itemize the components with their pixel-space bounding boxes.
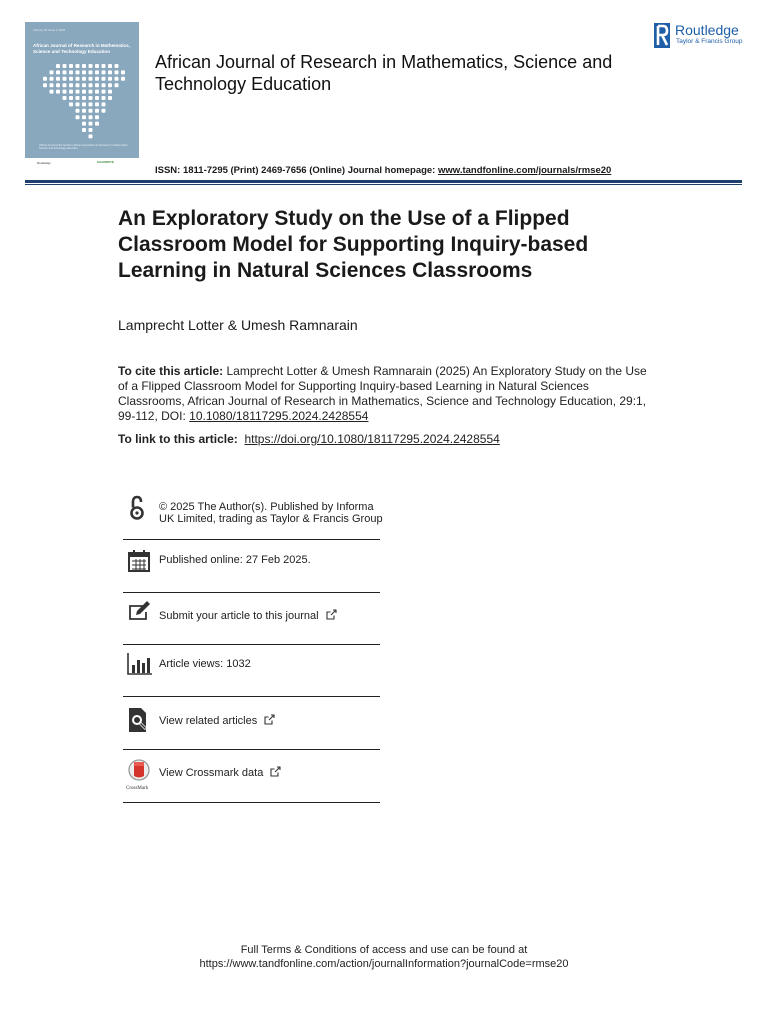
cover-publisher: Routledge	[37, 161, 51, 165]
map-dot	[82, 83, 86, 87]
map-dot	[69, 83, 73, 87]
issn-line	[155, 165, 611, 176]
map-dot	[76, 64, 80, 68]
related-link[interactable]	[159, 714, 275, 727]
journal-title: African Journal of Research in Mathematics, Science and Technology Education	[155, 52, 613, 94]
map-dot	[69, 70, 73, 74]
map-dot	[121, 70, 125, 74]
divider	[123, 644, 380, 645]
map-dot	[108, 77, 112, 81]
map-dot	[95, 122, 99, 126]
published-row	[123, 546, 380, 592]
crossmark-label: CrossMark	[126, 786, 149, 791]
citation-block	[118, 364, 658, 424]
map-dot	[50, 90, 54, 94]
map-dot	[69, 64, 73, 68]
map-dot	[102, 77, 106, 81]
map-dot	[95, 90, 99, 94]
article-link-line	[118, 432, 500, 446]
map-dot	[63, 83, 67, 87]
article-doi-link[interactable]: https://doi.org/10.1080/18117295.2024.2428554	[244, 432, 500, 446]
map-dot	[63, 90, 67, 94]
map-dot	[95, 115, 99, 119]
cite-label: To cite this article:	[118, 364, 224, 378]
map-dot	[121, 77, 125, 81]
map-dot	[89, 77, 93, 81]
cite-text: Lamprecht Lotter & Umesh Ramnarain (2025) An Exploratory Study on the Use of a Flipped Classroom Model for Supporting Inquiry-based Learning in Natural Sciences Classrooms, African Journal of Research in Mathematics, Science and Technology Education, 29:1, 99-112, DOI:	[118, 364, 647, 423]
article-authors: Lamprecht Lotter & Umesh Ramnarain	[118, 317, 358, 333]
map-dot	[108, 96, 112, 100]
published-date: Published online: 27 Feb 2025.	[159, 554, 311, 566]
cover-note: Official Journal of the Southern African Association for Research in Mathematics, Science and Technology Education	[39, 144, 129, 150]
map-dot	[56, 64, 60, 68]
map-dot	[76, 70, 80, 74]
map-dot	[95, 70, 99, 74]
publisher-subtitle: Taylor & Francis Group	[676, 38, 743, 45]
africa-dots-graphic	[39, 62, 129, 142]
header-rule	[25, 180, 742, 183]
map-dot	[95, 96, 99, 100]
submit-row[interactable]	[123, 598, 380, 644]
map-dot	[95, 83, 99, 87]
related-label: View related articles	[159, 715, 258, 727]
map-dot	[69, 96, 73, 100]
publisher-logo[interactable]	[653, 22, 748, 52]
open-access-icon	[125, 494, 153, 522]
map-dot	[89, 96, 93, 100]
cover-association: SAARMSTE	[97, 160, 114, 164]
map-dot	[102, 83, 106, 87]
map-dot	[95, 77, 99, 81]
map-dot	[108, 90, 112, 94]
map-dot	[56, 90, 60, 94]
map-dot	[89, 109, 93, 113]
map-dot	[115, 77, 119, 81]
map-dot	[89, 134, 93, 138]
related-row[interactable]	[123, 702, 380, 748]
map-dot	[108, 83, 112, 87]
map-dot	[69, 90, 73, 94]
submit-label: Submit your article to this journal	[159, 610, 319, 622]
map-dot	[56, 77, 60, 81]
map-dot	[95, 102, 99, 106]
header-rule-thin	[25, 184, 742, 185]
map-dot	[89, 64, 93, 68]
map-dot	[82, 115, 86, 119]
search-document-icon	[125, 706, 153, 734]
journal-homepage-link[interactable]: www.tandfonline.com/journals/rmse20	[438, 165, 612, 176]
divider	[123, 539, 380, 540]
map-dot	[56, 70, 60, 74]
map-dot	[102, 102, 106, 106]
external-link-icon	[264, 714, 275, 725]
map-dot	[63, 64, 67, 68]
map-dot	[102, 64, 106, 68]
map-dot	[82, 70, 86, 74]
map-dot	[56, 83, 60, 87]
map-dot	[63, 96, 67, 100]
crossmark-link[interactable]	[159, 766, 281, 779]
license-text: © 2025 The Author(s). Published by Informa UK Limited, trading as Taylor & Francis Group	[159, 501, 383, 525]
map-dot	[63, 77, 67, 81]
map-dot	[82, 64, 86, 68]
issn-label: ISSN: 1811-7295 (Print) 2469-7656 (Online) Journal homepage:	[155, 165, 436, 176]
footer	[0, 943, 768, 971]
map-dot	[102, 109, 106, 113]
map-dot	[69, 102, 73, 106]
crossmark-badge	[125, 758, 155, 782]
submit-link[interactable]	[159, 609, 337, 622]
map-dot	[89, 122, 93, 126]
map-dot	[76, 96, 80, 100]
divider	[123, 592, 380, 593]
footer-line-1: Full Terms & Conditions of access and use can be found at	[240, 944, 528, 956]
divider	[123, 749, 380, 750]
map-dot	[115, 70, 119, 74]
map-dot	[82, 96, 86, 100]
map-dot	[82, 90, 86, 94]
map-dot	[108, 64, 112, 68]
map-dot	[89, 70, 93, 74]
map-dot	[76, 83, 80, 87]
map-dot	[115, 83, 119, 87]
crossmark-row[interactable]	[123, 755, 380, 801]
divider	[123, 802, 380, 803]
map-dot	[50, 70, 54, 74]
map-dot	[95, 109, 99, 113]
divider	[123, 696, 380, 697]
map-dot	[82, 109, 86, 113]
cite-doi-link[interactable]: 10.1080/18117295.2024.2428554	[189, 409, 369, 423]
publisher-name: Routledge	[675, 22, 739, 38]
map-dot	[76, 90, 80, 94]
external-link-icon	[270, 766, 281, 777]
map-dot	[82, 122, 86, 126]
edit-icon	[125, 598, 153, 626]
license-row	[123, 494, 383, 540]
map-dot	[50, 83, 54, 87]
map-dot	[82, 77, 86, 81]
map-dot	[108, 70, 112, 74]
map-dot	[76, 102, 80, 106]
map-dot	[89, 115, 93, 119]
map-dot	[76, 77, 80, 81]
footer-terms-link[interactable]: https://www.tandfonline.com/action/journalInformation?journalCode=rmse20	[199, 958, 569, 970]
crossmark-icon	[125, 758, 155, 790]
cover-title: African Journal of Research in Mathematics, Science and Technology Education	[33, 43, 131, 54]
map-dot	[102, 96, 106, 100]
link-label: To link to this article:	[118, 432, 238, 446]
calendar-icon	[125, 547, 153, 575]
external-link-icon	[326, 609, 337, 620]
map-dot	[102, 70, 106, 74]
map-dot	[89, 102, 93, 106]
map-dot	[43, 77, 47, 81]
map-dot	[102, 90, 106, 94]
article-views: Article views: 1032	[159, 658, 251, 670]
journal-cover	[25, 22, 139, 170]
map-dot	[115, 64, 119, 68]
map-dot	[76, 109, 80, 113]
map-dot	[95, 64, 99, 68]
bar-chart-icon	[125, 650, 153, 678]
crossmark-text: View Crossmark data	[159, 767, 264, 779]
article-title: An Exploratory Study on the Use of a Flipped Classroom Model for Supporting Inquiry-based Learning in Natural Sciences Classrooms	[118, 207, 589, 282]
map-dot	[89, 90, 93, 94]
map-dot	[76, 115, 80, 119]
map-dot	[89, 83, 93, 87]
map-dot	[50, 77, 54, 81]
map-dot	[43, 83, 47, 87]
map-dot	[82, 102, 86, 106]
cover-volume: Volume 29 Issue 1 2025	[33, 28, 66, 32]
map-dot	[63, 70, 67, 74]
views-row	[123, 650, 380, 696]
map-dot	[82, 128, 86, 132]
routledge-r-icon	[653, 22, 671, 49]
map-dot	[89, 128, 93, 132]
map-dot	[69, 77, 73, 81]
